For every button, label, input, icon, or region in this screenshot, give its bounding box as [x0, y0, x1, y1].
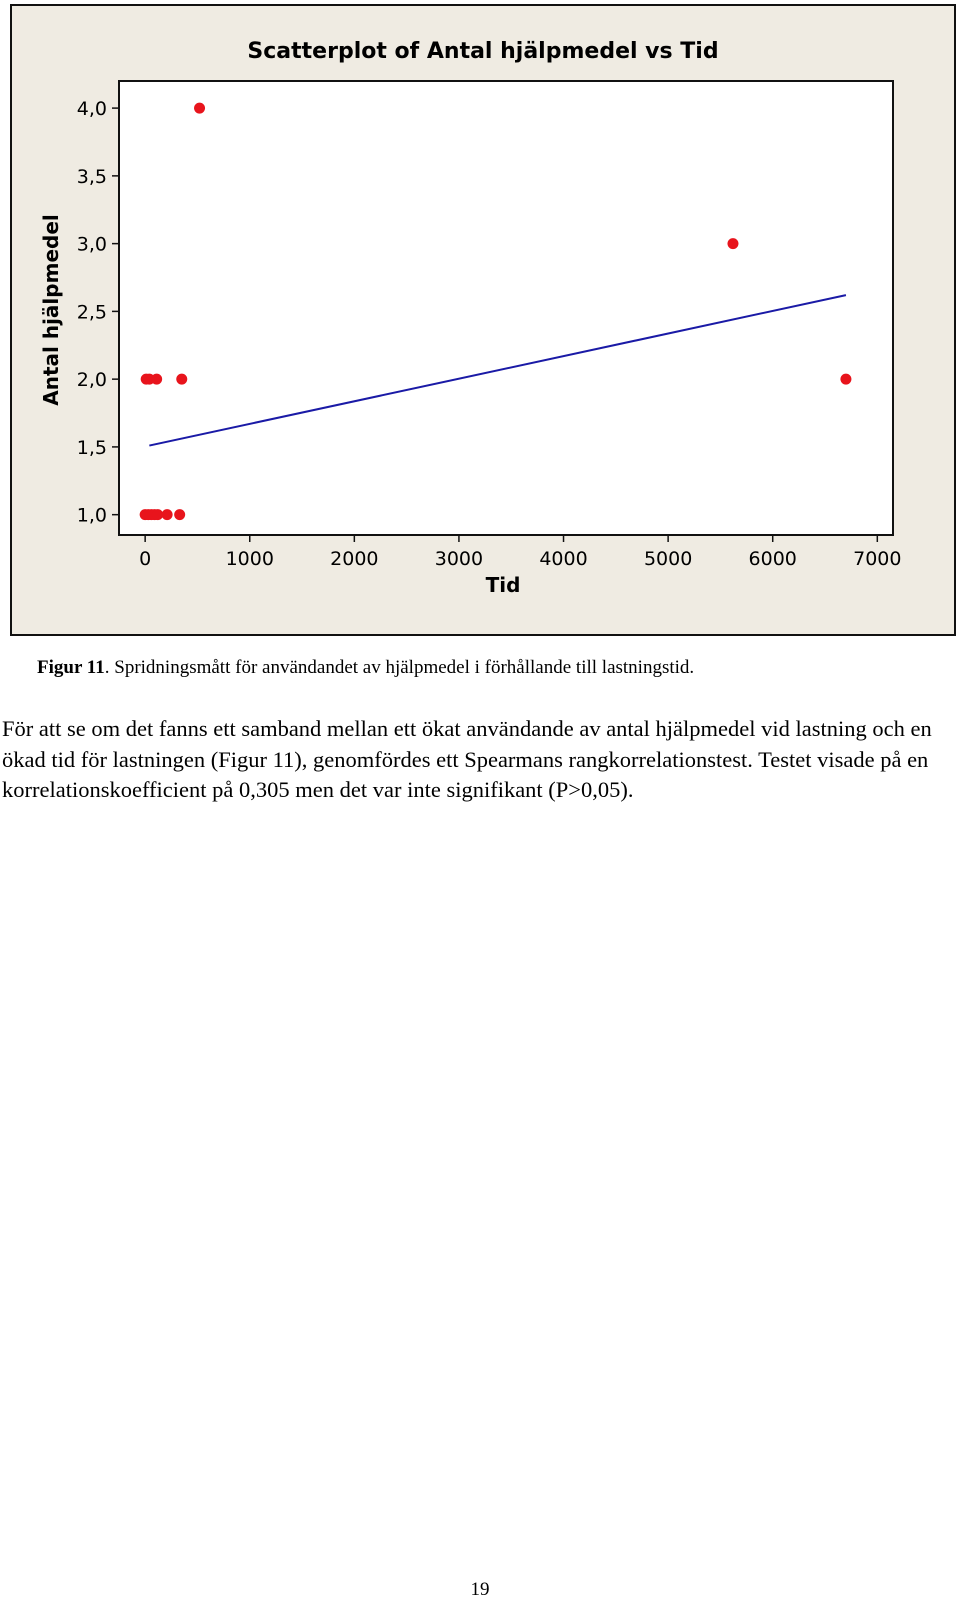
y-tick-label: 2,5 [76, 301, 107, 324]
data-point [727, 238, 738, 249]
y-axis-label: Antal hjälpmedel [39, 214, 63, 406]
y-tick-label: 2,0 [76, 369, 107, 392]
data-point [151, 374, 162, 385]
caption-label: Figur 11 [37, 657, 105, 678]
plot-area [119, 81, 893, 535]
y-axis [77, 98, 119, 527]
x-tick-label: 3000 [434, 548, 484, 570]
page-number: 19 [470, 1579, 490, 1600]
y-tick-label: 3,0 [76, 233, 107, 256]
data-point [162, 509, 173, 520]
x-tick-label: 2000 [330, 548, 379, 570]
chart-title: Scatterplot of Antal hjälpmedel vs Tid [247, 39, 719, 64]
data-point [152, 509, 163, 520]
data-point [840, 374, 851, 385]
data-point [174, 509, 185, 520]
x-axis [139, 535, 901, 570]
x-tick-label: 6000 [748, 548, 797, 570]
x-tick-label: 0 [139, 548, 152, 570]
x-axis-label: Tid [485, 573, 521, 597]
scatter-chart [10, 4, 956, 636]
y-tick-label: 1,0 [76, 504, 107, 527]
x-tick-label: 5000 [643, 548, 693, 570]
x-tick-label: 1000 [225, 548, 274, 570]
x-tick-label: 4000 [539, 548, 588, 570]
y-tick-label: 4,0 [76, 98, 107, 121]
body-paragraph: För att se om det fanns ett samband mellan ett ökat användande av antal hjälpmedel vid lastning och en ökad tid för lastningen (Figur 11), genomfördes ett Spearmans rangkorrelationstest. Testet visade på en korrelationskoefficient på 0,305 men det var inte signifikant (P>0,05). [2, 716, 932, 802]
figure-caption [37, 657, 937, 679]
x-tick-label: 7000 [853, 548, 902, 570]
chart-canvas [12, 6, 954, 634]
data-point [176, 374, 187, 385]
y-tick-label: 1,5 [76, 436, 107, 459]
y-tick-label: 3,5 [76, 165, 107, 188]
caption-text: . Spridningsmått för användandet av hjälpmedel i förhållande till lastningstid. [104, 657, 695, 678]
data-point [194, 103, 205, 114]
